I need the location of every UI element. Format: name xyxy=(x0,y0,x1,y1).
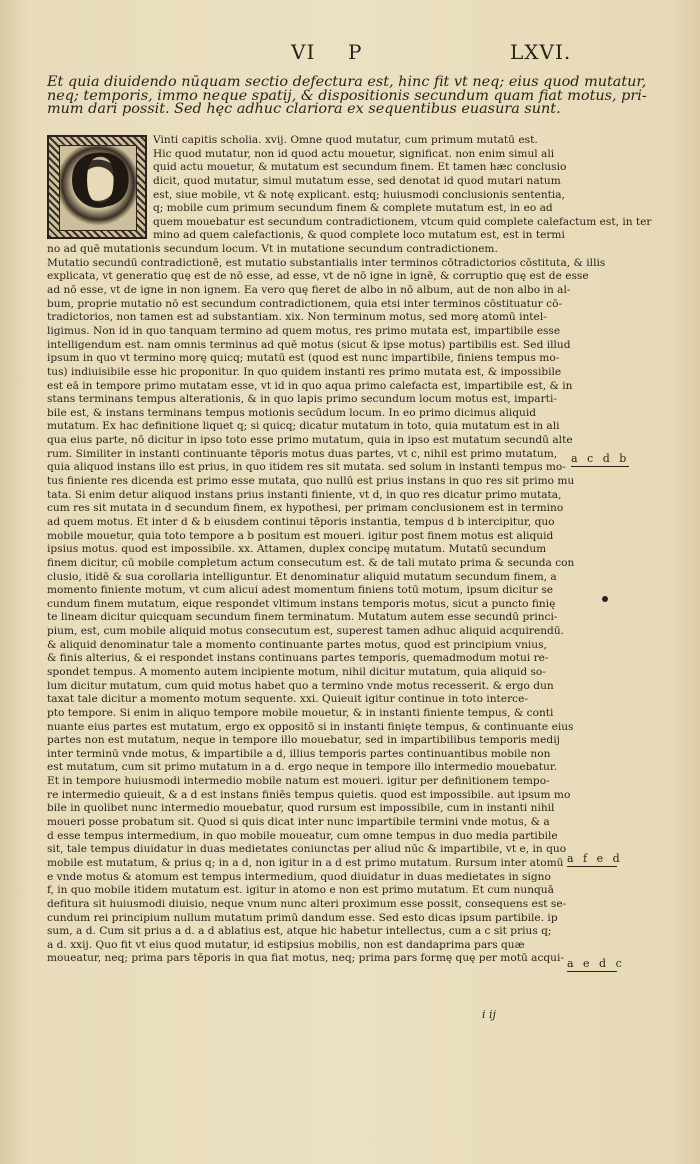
body-line: tus finiente res dicenda est primo esse mutata, quo nullū est prius instans in quo res sit primo mu xyxy=(47,475,575,488)
body-line: re intermedio quieuit, & a d est instans finiēs tempus quietis. quod est impossibile. aut ipsum mo xyxy=(47,788,571,801)
body-line: f, in quo mobile itidem mutatum est. igitur in atomo e non est primo mutatum. Et cum nunquā xyxy=(47,884,554,897)
body-line: est eā in tempore primo mutatam esse, vt id in quo aqua primo calefacta est, impartibile est, & in xyxy=(47,379,573,392)
body-line: sit, tale tempus diuidatur in duas medietates coniunctas per aliud nūc & impartibile, vt e, in quo xyxy=(47,843,567,856)
body-line: Vinti capitis scholia. xvij. Omne quod mutatur, cum primum mutatū est. xyxy=(153,134,538,146)
body-line: ipsius motus. quod est impossibile. xx. Attamen, duplex concipę mutatum. Mutatū secundum xyxy=(47,543,547,556)
body-line: bum, proprie mutatio nō est secundum contradictionem, quia etsi inter terminos cōstituatur cō- xyxy=(47,297,563,310)
body-line: nuante eius partes est mutatum, ergo ex oppositō si in instanti finięte tempus, & continuante eius xyxy=(47,720,574,733)
body-line: dicit, quod mutatur, simul mutatum esse, sed denotat id quod mutari natum xyxy=(153,174,561,187)
body-line: moueatur, neq; prima pars tēporis in qua fiat motus, neq; prima pars formę quę per motū acqui- xyxy=(47,952,564,965)
signature-mark: i ij xyxy=(482,1008,496,1021)
body-line: mobile mouetur, quia toto tempore a b positum est moueri. igitur post finem motus est aliquid xyxy=(47,529,554,542)
initial-letter: O xyxy=(69,138,132,223)
body-line: taxat tale dicitur a momento motum sequente. xxi. Quieuit igitur continue in toto interce- xyxy=(47,693,528,706)
body-line: sum, a d. Cum sit prius a d. a d ablatius est, atque hic habetur intellectus, cum a c sit prius q; xyxy=(47,925,552,938)
body-line: pto tempore. Si enim in aliquo tempore mobile mouetur, & in instanti finiente tempus, & conti xyxy=(47,706,554,719)
body-line: bile in quolibet nunc intermedio mouebatur, quod rursum est impossibile, cum in instanti nihil xyxy=(47,802,555,815)
margin-rule xyxy=(567,866,617,867)
body-line: mutatum. Ex hac definitione liquet q; si quicq; dicatur mutatum in toto, quia mutatum est in ali xyxy=(47,420,560,433)
body-line: qua eius parte, nō dicitur in ipso toto esse primo mutatum, quia in ipso est mutatum secundū alte xyxy=(47,434,573,447)
body-line: te lineam dicitur quicquam secundum finem terminatum. Mutatum autem esse secundū princi- xyxy=(47,611,558,624)
body-line: no ad quē mutationis secundum locum. Vt in mutatione secundum contradictionem. xyxy=(47,243,498,256)
margin-rule xyxy=(567,971,617,972)
header-center: P xyxy=(348,40,362,64)
body-line: cundum finem mutatum, eique respondet vltimum instans temporis motus, sicut a puncto finię xyxy=(47,597,556,610)
body-line: quia aliquod instans illo est prius, in quo itidem res sit mutata. sed solum in instanti tempus mo- xyxy=(47,461,566,474)
body-line: inter terminū vnde motus, & impartibile a d, illius temporis partes continuantibus mobile non xyxy=(47,747,551,760)
body-line: d esse tempus intermedium, in quo mobile moueatur, cum omne tempus in duo media partibile xyxy=(47,829,558,842)
intro-paragraph xyxy=(47,73,647,118)
body-line: defitura sit huiusmodi diuisio, neque vnum nunc alteri proximum esse possit, consequens est se- xyxy=(47,897,567,910)
body-line: ad nō esse, vt de igne in non ignem. Ea vero quę fieret de albo in nō album, aut de non albo in al- xyxy=(47,284,571,297)
margin-note: a e d c xyxy=(567,957,625,970)
body-line: mino ad quem calefactionis, & quod complete loco mutatum est, est in termi xyxy=(153,229,565,242)
body-line: mobile est mutatum, & prius q; in a d, non igitur in a d est primo mutatum. Rursum inter atomū xyxy=(47,856,564,869)
body-line: pium, est, cum mobile aliquid motus consecutum est, superest tamen adhuc aliquid acquirendū. xyxy=(47,625,565,638)
body-line: e vnde motus & atomum est tempus intermedium, quod diuidatur in duas medietates in signo xyxy=(47,870,551,883)
body-line: rum. Similiter in instanti continuante tēporis motus duas partes, vt c, nihil est primo mutatum, xyxy=(47,447,558,460)
body-line: tradictorios, non tamen est ad substantiam. xix. Non terminum motus, sed morę atomū intel- xyxy=(47,311,547,324)
body-line: est, siue mobile, vt & notę explicant. estq; huiusmodi conclusionis sententia, xyxy=(153,188,565,201)
body-line: quem mouebatur est secundum contradictionem, vtcum quid complete calefactum est, in ter xyxy=(153,215,652,228)
margin-note: a c d b xyxy=(571,452,630,465)
body-line: finem dicitur, cū mobile completum actum consecutum est. & de tali mutato prima & secunda con xyxy=(47,556,575,569)
body-line: cundum rei principium nullum mutatum primū dandum esse. Sed esto dicas ipsum partibile. ip xyxy=(47,911,558,924)
body-line: moueri posse probatum sit. Quod si quis dicat inter nunc impartibile termini vnde motus, & a xyxy=(47,816,550,829)
body-line: intelligendum est. nam omnis terminus ad quē motus (sicut & ipse motus) partibilis est. Sed illud xyxy=(47,338,571,351)
body-line: spondet tempus. A momento autem incipiente motum, nihil dicitur mutatum, quia aliquid so- xyxy=(47,665,546,678)
body-line: & finis alterius, & ei respondet instans continuans partes temporis, quemadmodum motui re- xyxy=(47,652,549,665)
body-line: momento finiente motum, vt cum alicui adest momentum finiens totū motum, ipsum dicitur se xyxy=(47,584,554,597)
body-line: ipsum in quo vt termino morę quicq; mutatū est (quod est nunc impartibile, finiens tempus mo- xyxy=(47,352,560,365)
body-line: a d. xxij. Quo fit vt eius quod mutatur, id estipsius mobilis, non est dandaprima pars quæ xyxy=(47,938,525,951)
margin-mark xyxy=(602,596,608,602)
body-line: stans terminans tempus alterationis, & in quo lapis primo secundum locum motus est, imparti- xyxy=(47,393,557,406)
body-line: Hic quod mutatur, non id quod actu mouetur, significat. non enim simul ali xyxy=(153,147,555,160)
margin-note: a f e d xyxy=(567,852,623,865)
body-line: quid actu mouetur, & mutatum est secundum finem. Et tamen hæc conclusio xyxy=(153,161,567,174)
body-line: Et in tempore huiusmodi intermedio mobile natum est moueri. igitur per definitionem tempo- xyxy=(47,775,550,788)
body-line: ad quem motus. Et inter d & b eiusdem continui tēporis instantia, tempus d b intercipitur, quo xyxy=(47,515,555,528)
intro-line: mum dari possit. Sed hęc adhuc clariora ex sequentibus euasura sunt. xyxy=(47,101,561,118)
body-line: Mutatio secundū contradictionē, est mutatio substantialis inter terminos cōtradictorios cōstituta, & illis xyxy=(47,256,606,269)
body-line: bile est, & instans terminans tempus motionis secūdum locum. In eo primo dicimus aliquid xyxy=(47,406,536,419)
body-line: ligimus. Non id in quo tanquam termino ad quem motus, res primo mutata est, impartibile esse xyxy=(47,324,561,337)
body-line: est mutatum, cum sit primo mutatum in a d. ergo neque in tempore illo intermedio mouebatur. xyxy=(47,761,558,774)
body-line: tata. Si enim detur aliquod instans prius instanti finiente, vt d, in quo res dicatur primo mutata, xyxy=(47,488,562,501)
body-line: lum dicitur mutatum, cum quid motus habet quo a termino vnde motus recesserit. & ergo dun xyxy=(47,679,554,692)
body-line: partes non est mutatum, neque in tempore illo mouebatur, sed in impartibilibus temporis medij xyxy=(47,734,560,747)
body-line: q; mobile cum primum secundum finem & complete mutatum est, in eo ad xyxy=(153,202,553,215)
intro-line: neq; temporis, immo neque spatij, & dispositionis secundum quam fiat motus, pri- xyxy=(47,87,647,104)
body-line: & aliquid denominatur tale a momento continuante partes motus, quod est principium vnius, xyxy=(47,638,547,651)
folio-number: LXVI. xyxy=(510,40,572,64)
running-header xyxy=(0,40,700,70)
body-line: clusio, itidē & sua corollaria intelliguntur. Et denominatur aliquid mutatum secundum finem, a xyxy=(47,570,557,583)
intro-line: Et quia diuidendo nūquam sectio defectura est, hinc fit vt neq; eius quod mutatur, xyxy=(47,74,647,90)
body-line: explicata, vt generatio quę est de nō esse, ad esse, vt de nō igne in ignē, & corruptio quę est de esse xyxy=(47,270,589,283)
margin-rule xyxy=(571,466,629,467)
header-left: VI xyxy=(291,40,316,64)
body-line: cum res sit mutata in d secundum finem, ex hypothesi, per primam conclusionem est in termino xyxy=(47,502,564,515)
body-line: tus) indiuisibile esse hic proponitur. In quo quidem instanti res primo mutata est, & impossibile xyxy=(47,365,562,378)
